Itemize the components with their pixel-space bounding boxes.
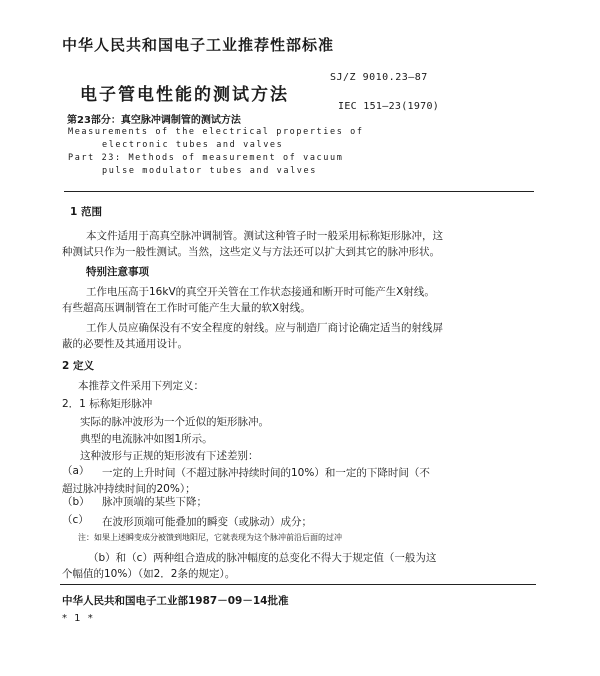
section-2-heading: 2 定义 [62, 360, 94, 372]
safety-para-line-2: 蔽的必要性及其通用设计。 [62, 338, 188, 350]
special-notice-heading: 特别注意事项 [86, 266, 149, 278]
closing-line-1: （b）和（c）两种组合造成的脉冲幅度的总变化不得大于规定值（一般为这 [88, 552, 437, 564]
header-divider [64, 191, 534, 192]
safety-para-line-1: 工作人员应确保没有不安全程度的射线。应与制造厂商讨论确定适当的射线屏 [86, 322, 443, 334]
item-a-label: （a） [62, 465, 90, 477]
pulse-description-line-1: 实际的脉冲波形为一个近似的矩形脉冲。 [80, 416, 269, 428]
closing-line-2: 个幅值的10%）（如2．2条的规定）。 [62, 568, 236, 580]
subsection-2-1-heading: 2．1 标称矩形脉冲 [62, 398, 153, 410]
note-text: 注：如果上述瞬变成分被馈到地阳尼，它就表现为这个脉冲前沿后面的过冲 [78, 533, 342, 542]
english-title-line-1: Measurements of the electrical properties of [68, 127, 364, 137]
standard-number: SJ/Z 9010.23—87 [330, 72, 428, 83]
approval-line: 中华人民共和国电子工业部1987－09－14批准 [62, 595, 289, 607]
english-title-line-2: electronic tubes and valves [102, 140, 284, 150]
org-title: 中华人民共和国电子工业推荐性部标准 [62, 36, 335, 54]
section-1-heading: 1 范围 [70, 206, 102, 218]
item-a-text: 一定的上升时间（不超过脉冲持续时间的10%）和一定的下降时间（不 [102, 467, 430, 479]
part-title-cn: 第23部分：真空脉冲调制管的测试方法 [67, 115, 241, 126]
item-c-text: 在波形顶端可能叠加的瞬变（或脉动）成分； [102, 516, 312, 528]
pulse-description-line-2: 典型的电流脉冲如图1所示。 [80, 433, 213, 445]
item-c-label: （c） [62, 514, 89, 526]
iec-reference: IEC 151—23(1970) [338, 101, 440, 112]
scope-para-line-1: 本文件适用于高真空脉冲调制管。测试这种管子时一般采用标称矩形脉冲，这 [86, 230, 443, 242]
footer-divider [60, 584, 536, 585]
item-b-label: （b） [62, 496, 90, 508]
scope-para-line-2: 种测试只作为一般性测试。当然，这些定义与方法还可以扩大到其它的脉冲形状。 [62, 246, 440, 258]
english-title-line-4: pulse modulator tubes and valves [102, 166, 317, 176]
item-b-text: 脉冲顶端的某些下降； [102, 496, 207, 508]
definitions-intro: 本推荐文件采用下列定义： [78, 380, 204, 392]
document-title: 电子管电性能的测试方法 [80, 85, 289, 105]
pulse-description-line-3: 这种波形与正规的矩形波有下述差别： [80, 450, 259, 462]
xray-para-line-2: 有些超高压调制管在工作时可能产生大量的软X射线。 [62, 302, 311, 314]
item-a-continued: 超过脉冲持续时间的20%）； [62, 483, 196, 495]
english-title-line-3: Part 23: Methods of measurement of vacuum [68, 153, 344, 163]
xray-para-line-1: 工作电压高于16kV的真空开关管在工作状态接通和断开时可能产生X射线。 [86, 286, 435, 298]
page-number: * 1 * [62, 613, 95, 624]
